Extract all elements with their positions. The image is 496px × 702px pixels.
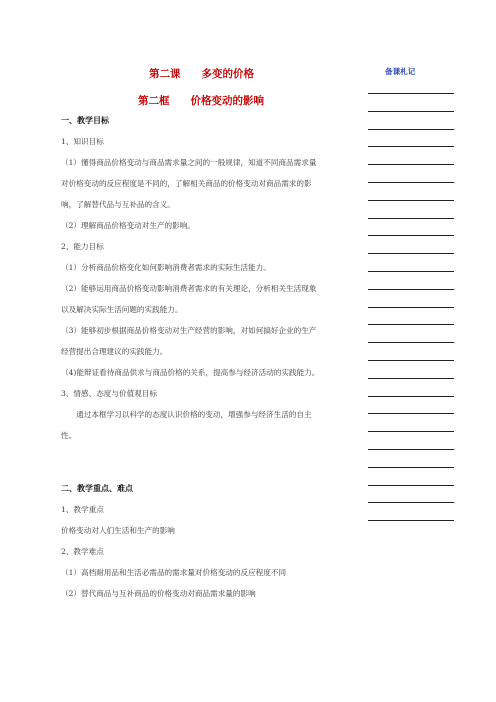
paragraph-line: （1）懂得商品价格变动与商品需求量之间的一般规律，知道不同商品需求量 [61, 158, 317, 167]
note-line [368, 271, 454, 272]
lesson-title: 第二课 多变的价格 [149, 68, 254, 80]
paragraph-line: 响，了解替代品与互补品的含义。 [61, 200, 175, 209]
section-title: 第二框 价格变动的影响 [138, 95, 264, 107]
note-line [368, 111, 454, 112]
paragraph-line: （3）能够初步根据商品价格变动对生产经营的影响，对如何搞好企业的生产 [61, 326, 317, 335]
note-line [368, 182, 454, 183]
note-line [368, 129, 454, 130]
note-line [368, 253, 454, 254]
paragraph-line: （4)能辩证看待商品供求与商品价格的关系，提高参与经济活动的实践能力。 [61, 368, 320, 377]
note-line [368, 467, 454, 468]
paragraph-line: 对价格变动的反应程度是不同的，了解相关商品的价格变动对商品需求的影 [61, 179, 312, 188]
heading-teaching-goals: 一、教学目标 [61, 116, 109, 125]
paragraph-line: （2）替代商品与互补商品的价格变动对商品需求量的影响 [61, 589, 256, 598]
subheading-ability-goal: 2、能力目标 [61, 242, 104, 251]
paragraph-line: （2）能够运用商品价格变动影响消费者需求的有关理论，分析相关生活现象 [61, 284, 317, 293]
paragraph-line: （1）高档耐用品和生活必需品的需求量对价格变动的反应程度不同 [61, 568, 287, 577]
note-line [368, 360, 454, 361]
note-line [368, 485, 454, 486]
note-line [368, 146, 454, 147]
note-line [368, 289, 454, 290]
note-line [368, 218, 454, 219]
subheading-values-goal: 3、情感、态度与价值观目标 [61, 389, 157, 398]
note-line [368, 235, 454, 236]
note-line [368, 396, 454, 397]
notes-title: 备课札记 [385, 67, 416, 76]
paragraph-line: 以及解决实际生活问题的实践能力。 [61, 305, 183, 314]
note-line [368, 324, 454, 325]
paragraph-line: 通过本框学习以科学的态度认识价格的变动，增强参与经济生活的自主 [61, 410, 312, 419]
paragraph-line: 价格变动对人们生活和生产的影响 [61, 526, 175, 535]
note-line [368, 520, 454, 521]
paragraph-line: 性。 [61, 431, 77, 440]
paragraph-line: 经营提出合理建议的实践能力。 [61, 347, 168, 356]
subheading-difficulty: 2、教学难点 [61, 547, 104, 556]
subheading-knowledge-goal: 1、知识目标 [61, 137, 104, 146]
paragraph-line: （2）理解商品价格变动对生产的影响。 [61, 221, 195, 230]
subheading-key-point: 1、教学重点 [61, 505, 104, 514]
note-line [368, 378, 454, 379]
note-line [368, 449, 454, 450]
note-line [368, 342, 454, 343]
note-line [368, 164, 454, 165]
note-line [368, 413, 454, 414]
note-line [368, 307, 454, 308]
note-line [368, 502, 454, 503]
note-line [368, 200, 454, 201]
paragraph-line: （1）分析商品价格变化如何影响消费者需求的实际生活能力。 [61, 263, 271, 272]
note-line [368, 93, 454, 94]
heading-key-points: 二、教学重点、难点 [61, 484, 133, 493]
note-line [368, 431, 454, 432]
